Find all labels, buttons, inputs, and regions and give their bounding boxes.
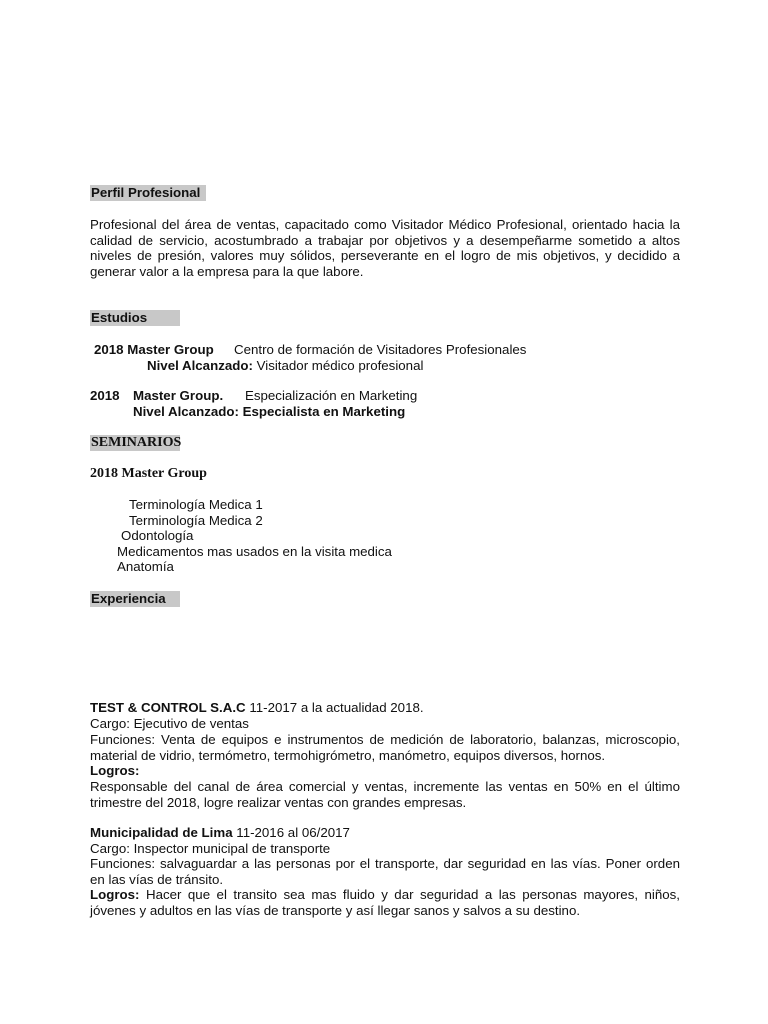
job-1-period: 11-2017 a la actualidad 2018. [245,700,424,715]
estudio-1-program: Centro de formación de Visitadores Profesionales [234,342,527,357]
seminario-item: Anatomía [117,559,174,574]
estudio-2-institution: Master Group. [133,388,224,403]
perfil-heading: Perfil Profesional [90,185,206,201]
seminario-item: Terminología Medica 2 [129,513,263,528]
estudio-2-level-value: Especialista en Marketing [242,404,406,419]
estudio-2-year: 2018 [90,388,120,403]
seminario-item: Terminología Medica 1 [129,497,263,512]
estudio-2-program: Especialización en Marketing [245,388,418,403]
seminario-item: Odontología [121,528,194,543]
job-2-period: 11-2016 al 06/2017 [232,825,350,840]
job-1-logros-label: Logros: [90,763,140,778]
perfil-text: Profesional del área de ventas, capacitado como Visitador Médico Profesional, orientado hacia la calidad de servicio, acostumbrado a trabajar por objetivos y a desempeñarme sometido a altos niveles de presión, valores muy sólidos, perseverante en el logro de mis objetivos, y decidido a generar valor a la empresa para la que labore. [90,217,680,279]
job-1-company: TEST & CONTROL S.A.C [90,700,246,715]
job-2-company: Municipalidad de Lima [90,825,233,840]
job-1-cargo: Cargo: Ejecutivo de ventas [90,716,249,731]
estudio-1-level-label: Nivel Alcanzado: [147,358,253,373]
estudio-2-level [133,404,405,420]
job-2-logros-block [90,887,680,918]
job-2-cargo: Cargo: Inspector municipal de transporte [90,841,331,856]
job-2-title-line [90,825,350,841]
job-2-logros: Hacer que el transito sea mas fluido y dar seguridad a las personas mayores, niños, jóvenes y adultos en las vías de transporte y así llegar sanos y salvos a su destino. [90,887,680,918]
experiencia-heading: Experiencia [90,591,180,607]
seminario-item: Medicamentos mas usados en la visita medica [117,544,392,559]
estudios-heading: Estudios [90,310,180,326]
job-1-funciones: Funciones: Venta de equipos e instrumentos de medición de laboratorio, balanzas, microscopio, material de vidrio, termómetro, termohigrómetro, manómetro, equipos diversos, hornos. [90,732,680,763]
seminarios-subheading: 2018 Master Group [90,466,207,481]
job-2-logros-label: Logros: [90,887,140,902]
job-1-logros: Responsable del canal de área comercial y ventas, incremente las ventas en 50% en el último trimestre del 2018, logre realizar ventas con grandes empresas. [90,779,680,810]
job-1-title-line [90,700,424,716]
estudio-1-level-value: Visitador médico profesional [256,358,424,373]
estudio-1-level [147,358,423,374]
job-2-funciones: Funciones: salvaguardar a las personas por el transporte, dar seguridad en las vías. Poner orden en las vías de tránsito. [90,856,680,887]
seminarios-heading: SEMINARIOS [91,435,182,450]
estudio-1-year-institution: 2018 Master Group [94,342,214,357]
estudio-2-level-label: Nivel Alcanzado: [133,404,239,419]
